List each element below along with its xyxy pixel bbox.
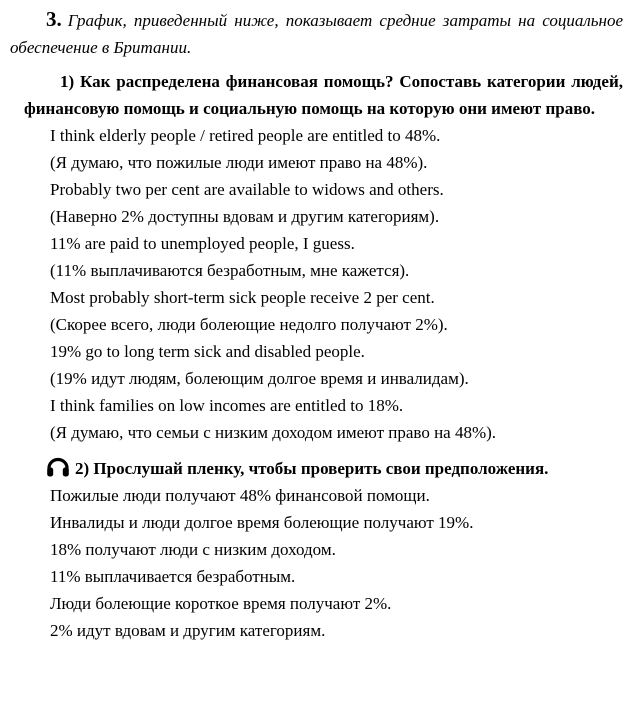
task2-line: 2% идут вдовам и другим категориям. [50,621,326,640]
task2-line: 11% выплачивается безработным. [50,567,296,586]
task2-heading [10,455,623,482]
task1-line-ru: (11% выплачиваются безработным, мне кажется). [50,261,410,280]
task2-heading-text: 2) Прослушай пленку, чтобы проверить свои предположения. [75,459,549,478]
task2-line: Пожилые люди получают 48% финансовой помощи. [50,486,430,505]
exercise-number: 3. [46,7,62,31]
task1-line-ru: (Скорее всего, люди болеющие недолго получают 2%). [50,315,448,334]
task1-line-en: Probably two per cent are available to widows and others. [50,180,444,199]
exercise-intro-text: График, приведенный ниже, показывает средние затраты на социальное обеспечение в Британии. [10,11,623,57]
task1-line-en: 19% go to long term sick and disabled people. [50,342,365,361]
task1-line-ru: (19% идут людям, болеющим долгое время и инвалидам). [50,369,469,388]
task1-line-en: Most probably short-term sick people receive 2 per cent. [50,288,435,307]
task1-line-ru: (Я думаю, что семьи с низким доходом имеют право на 48%). [50,423,497,442]
task2-line: Люди болеющие короткое время получают 2%. [50,594,392,613]
task1-line-ru: (Наверно 2% доступны вдовам и другим категориям). [50,207,440,226]
task2-line: 18% получают люди с низким доходом. [50,540,336,559]
task2-line: Инвалиды и люди долгое время болеющие получают 19%. [50,513,474,532]
task2-lines [50,482,623,644]
task1-line-en: I think elderly people / retired people are entitled to 48%. [50,126,441,145]
task1-line-en: 11% are paid to unemployed people, I guess. [50,234,355,253]
task1-line-ru: (Я думаю, что пожилые люди имеют право на 48%). [50,153,428,172]
headphones-icon [46,457,70,477]
task1-lines [50,122,623,446]
task1-line-en: I think families on low incomes are entitled to 18%. [50,396,404,415]
exercise-intro [10,6,623,61]
task1-heading: 1) Как распределена финансовая помощь? Сопоставь категории людей, финансовую помощь и социальную помощь на которую они имеют право. [24,72,623,118]
